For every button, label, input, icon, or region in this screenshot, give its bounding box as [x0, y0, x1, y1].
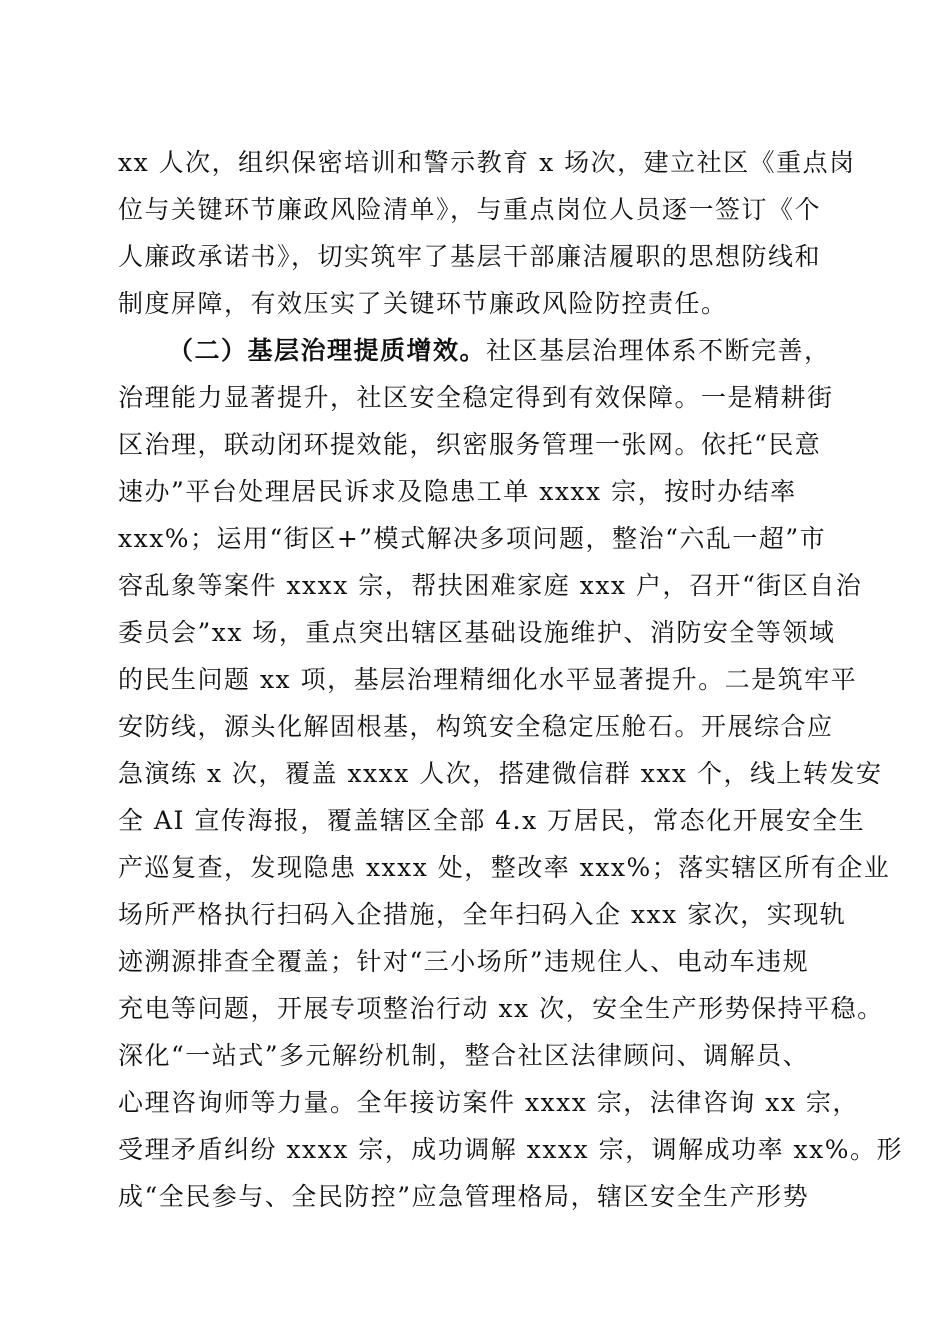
paragraph-2-line-11: 全 AI 宣传海报，覆盖辖区全部 4.x 万居民，常态化开展安全生	[118, 806, 866, 835]
paragraph-2-line-3: 区治理，联动闭环提效能，织密服务管理一张网。依托“民意	[118, 430, 822, 459]
paragraph-2-line-13: 场所严格执行扫码入企措施，全年扫码入企 xxx 家次，实现轨	[118, 900, 847, 929]
paragraph-1-line-3: 人廉政承诺书》，切实筑牢了基层干部廉洁履职的思想防线和	[118, 242, 822, 271]
section-heading: （二）基层治理提质增效。	[168, 336, 487, 365]
paragraph-2-line-18: 受理矛盾纠纷 xxxx 宗，成功调解 xxxx 宗，调解成功率 xx%。形	[118, 1135, 903, 1164]
paragraph-1-line-4: 制度屏障，有效压实了关键环节廉政风险防控责任。	[118, 289, 728, 318]
paragraph-2-line-2: 治理能力显著提升，社区安全稳定得到有效保障。一是精耕街	[118, 383, 834, 412]
paragraph-2-line-5: xxx%；运用“街区+”模式解决多项问题，整治“六乱一超”市	[118, 524, 827, 553]
paragraph-1-line-1: xx 人次，组织保密培训和警示教育 x 场次，建立社区《重点岗	[118, 148, 856, 177]
paragraph-2-line-8: 的民生问题 xx 项，基层治理精细化水平显著提升。二是筑牢平	[118, 665, 858, 694]
paragraph-2-line-17: 心理咨询师等力量。全年接访案件 xxxx 宗，法律咨询 xx 宗，	[118, 1088, 859, 1117]
paragraph-2-first-line	[168, 332, 830, 370]
paragraph-2-line-16: 深化“一站式”多元解纷机制，整合社区法律顾问、调解员、	[118, 1041, 810, 1070]
paragraph-2-first-line-text: 社区基层治理体系不断完善，	[486, 336, 831, 365]
paragraph-2-line-14: 迹溯源排查全覆盖；针对“三小场所”违规住人、电动车违规	[118, 947, 810, 976]
paragraph-1-line-2: 位与关键环节廉政风险清单》，与重点岗位人员逐一签订《个	[118, 195, 822, 224]
paragraph-2-line-4: 速办”平台处理居民诉求及隐患工单 xxxx 宗，按时办结率	[118, 477, 797, 506]
paragraph-2-line-6: 容乱象等案件 xxxx 宗，帮扶困难家庭 xxx 户，召开“街区自治	[118, 571, 863, 600]
paragraph-2-line-15: 充电等问题，开展专项整治行动 xx 次，安全生产形势保持平稳。	[118, 994, 884, 1023]
paragraph-2-line-19: 成“全民参与、全民防控”应急管理格局，辖区安全生产形势	[118, 1182, 810, 1211]
paragraph-2-line-10: 急演练 x 次，覆盖 xxxx 人次，搭建微信群 xxx 个，线上转发安	[118, 759, 883, 788]
paragraph-2-line-12: 产巡复查，发现隐患 xxxx 处，整改率 xxx%；落实辖区所有企业	[118, 853, 891, 882]
paragraph-2-line-7: 委员会”xx 场，重点突出辖区基础设施维护、消防安全等领域	[118, 618, 836, 647]
paragraph-2-line-9: 安防线，源头化解固根基，构筑安全稳定压舱石。开展综合应	[118, 712, 834, 741]
